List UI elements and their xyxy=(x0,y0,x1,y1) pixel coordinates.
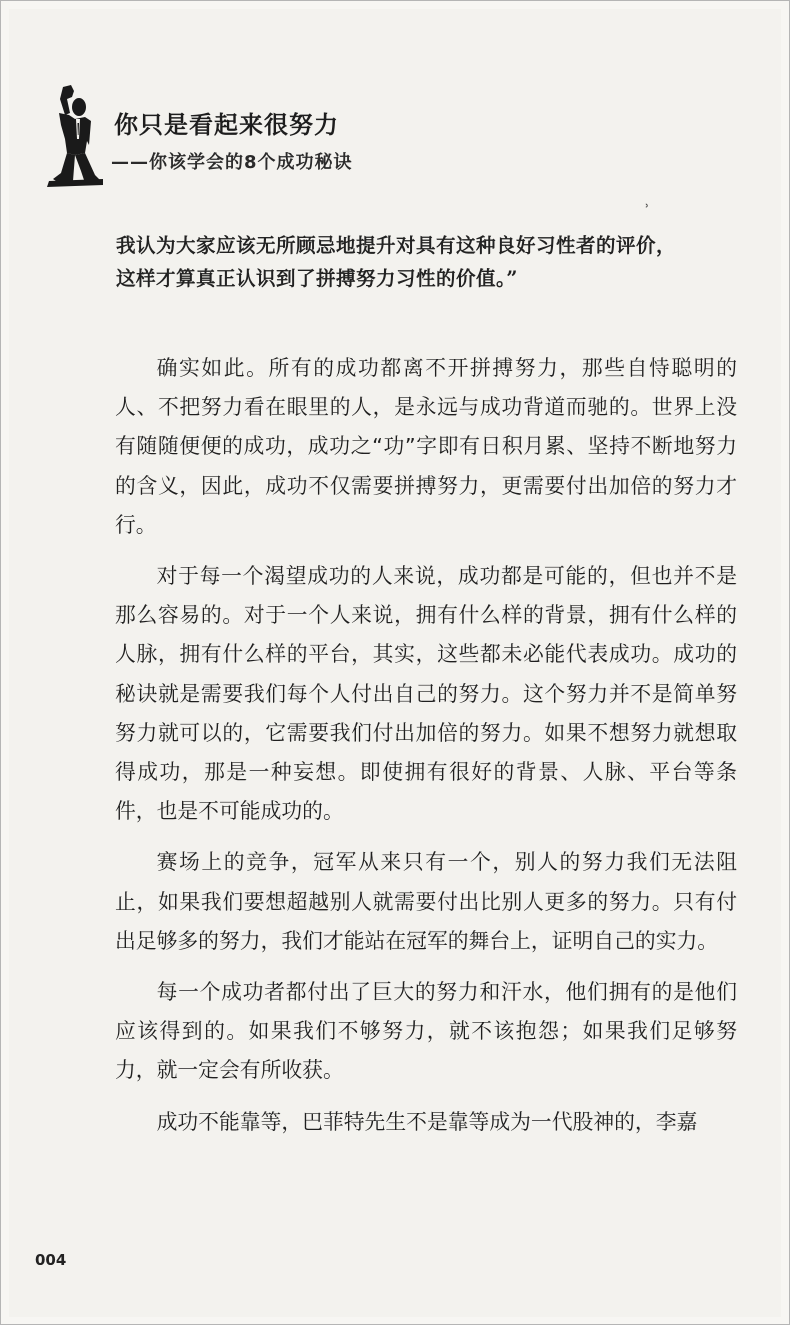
man-silhouette-icon xyxy=(45,83,105,187)
paragraph: 每一个成功者都付出了巨大的努力和汗水，他们拥有的是他们应该得到的。如果我们不够努力，就不该抱怨；如果我们足够努力，就一定会有所收获。 xyxy=(115,980,737,1083)
book-title: 你只是看起来很努力 xyxy=(114,111,339,139)
book-subtitle: ——你该学会的8个成功秘诀 xyxy=(111,152,353,173)
quote-line: 我认为大家应该无所顾忌地提升对具有这种良好习性者的评价， xyxy=(116,234,677,257)
quote-line: 这样才算真正认识到了拼搏努力习性的价值。” xyxy=(116,267,518,290)
body-text xyxy=(115,349,737,1154)
paragraph: 确实如此。所有的成功都离不开拼搏努力，那些自恃聪明的人、不把努力看在眼里的人，是永远与成功背道而驰的。世界上没有随随便便的成功，成功之“功”字即有日积月累、坚持不断地努力的含义，因此，成功不仅需要拼搏努力，更需要付出加倍的努力才行。 xyxy=(115,356,737,537)
paragraph: 成功不能靠等，巴菲特先生不是靠等成为一代股神的，李嘉 xyxy=(156,1109,698,1134)
stray-mark: ˒ xyxy=(645,199,650,215)
paragraph: 赛场上的竞争，冠军从来只有一个，别人的努力我们无法阻止，如果我们要想超越别人就需要付出比别人更多的努力。只有付出足够多的努力，我们才能站在冠军的舞台上，证明自己的实力。 xyxy=(115,850,737,953)
paragraph: 对于每一个渴望成功的人来说，成功都是可能的，但也并不是那么容易的。对于一个人来说，拥有什么样的背景，拥有什么样的人脉，拥有什么样的平台，其实，这些都未必能代表成功。成功的秘诀就是需要我们每个人付出自己的努力。这个努力并不是简单努努力就可以的，它需要我们付出加倍的努力。如果不想努力就想取得成功，那是一种妄想。即使拥有很好的背景、人脉、平台等条件，也是不可能成功的。 xyxy=(115,564,737,824)
quote-block xyxy=(116,229,736,295)
page-number: 004 xyxy=(35,1251,67,1269)
